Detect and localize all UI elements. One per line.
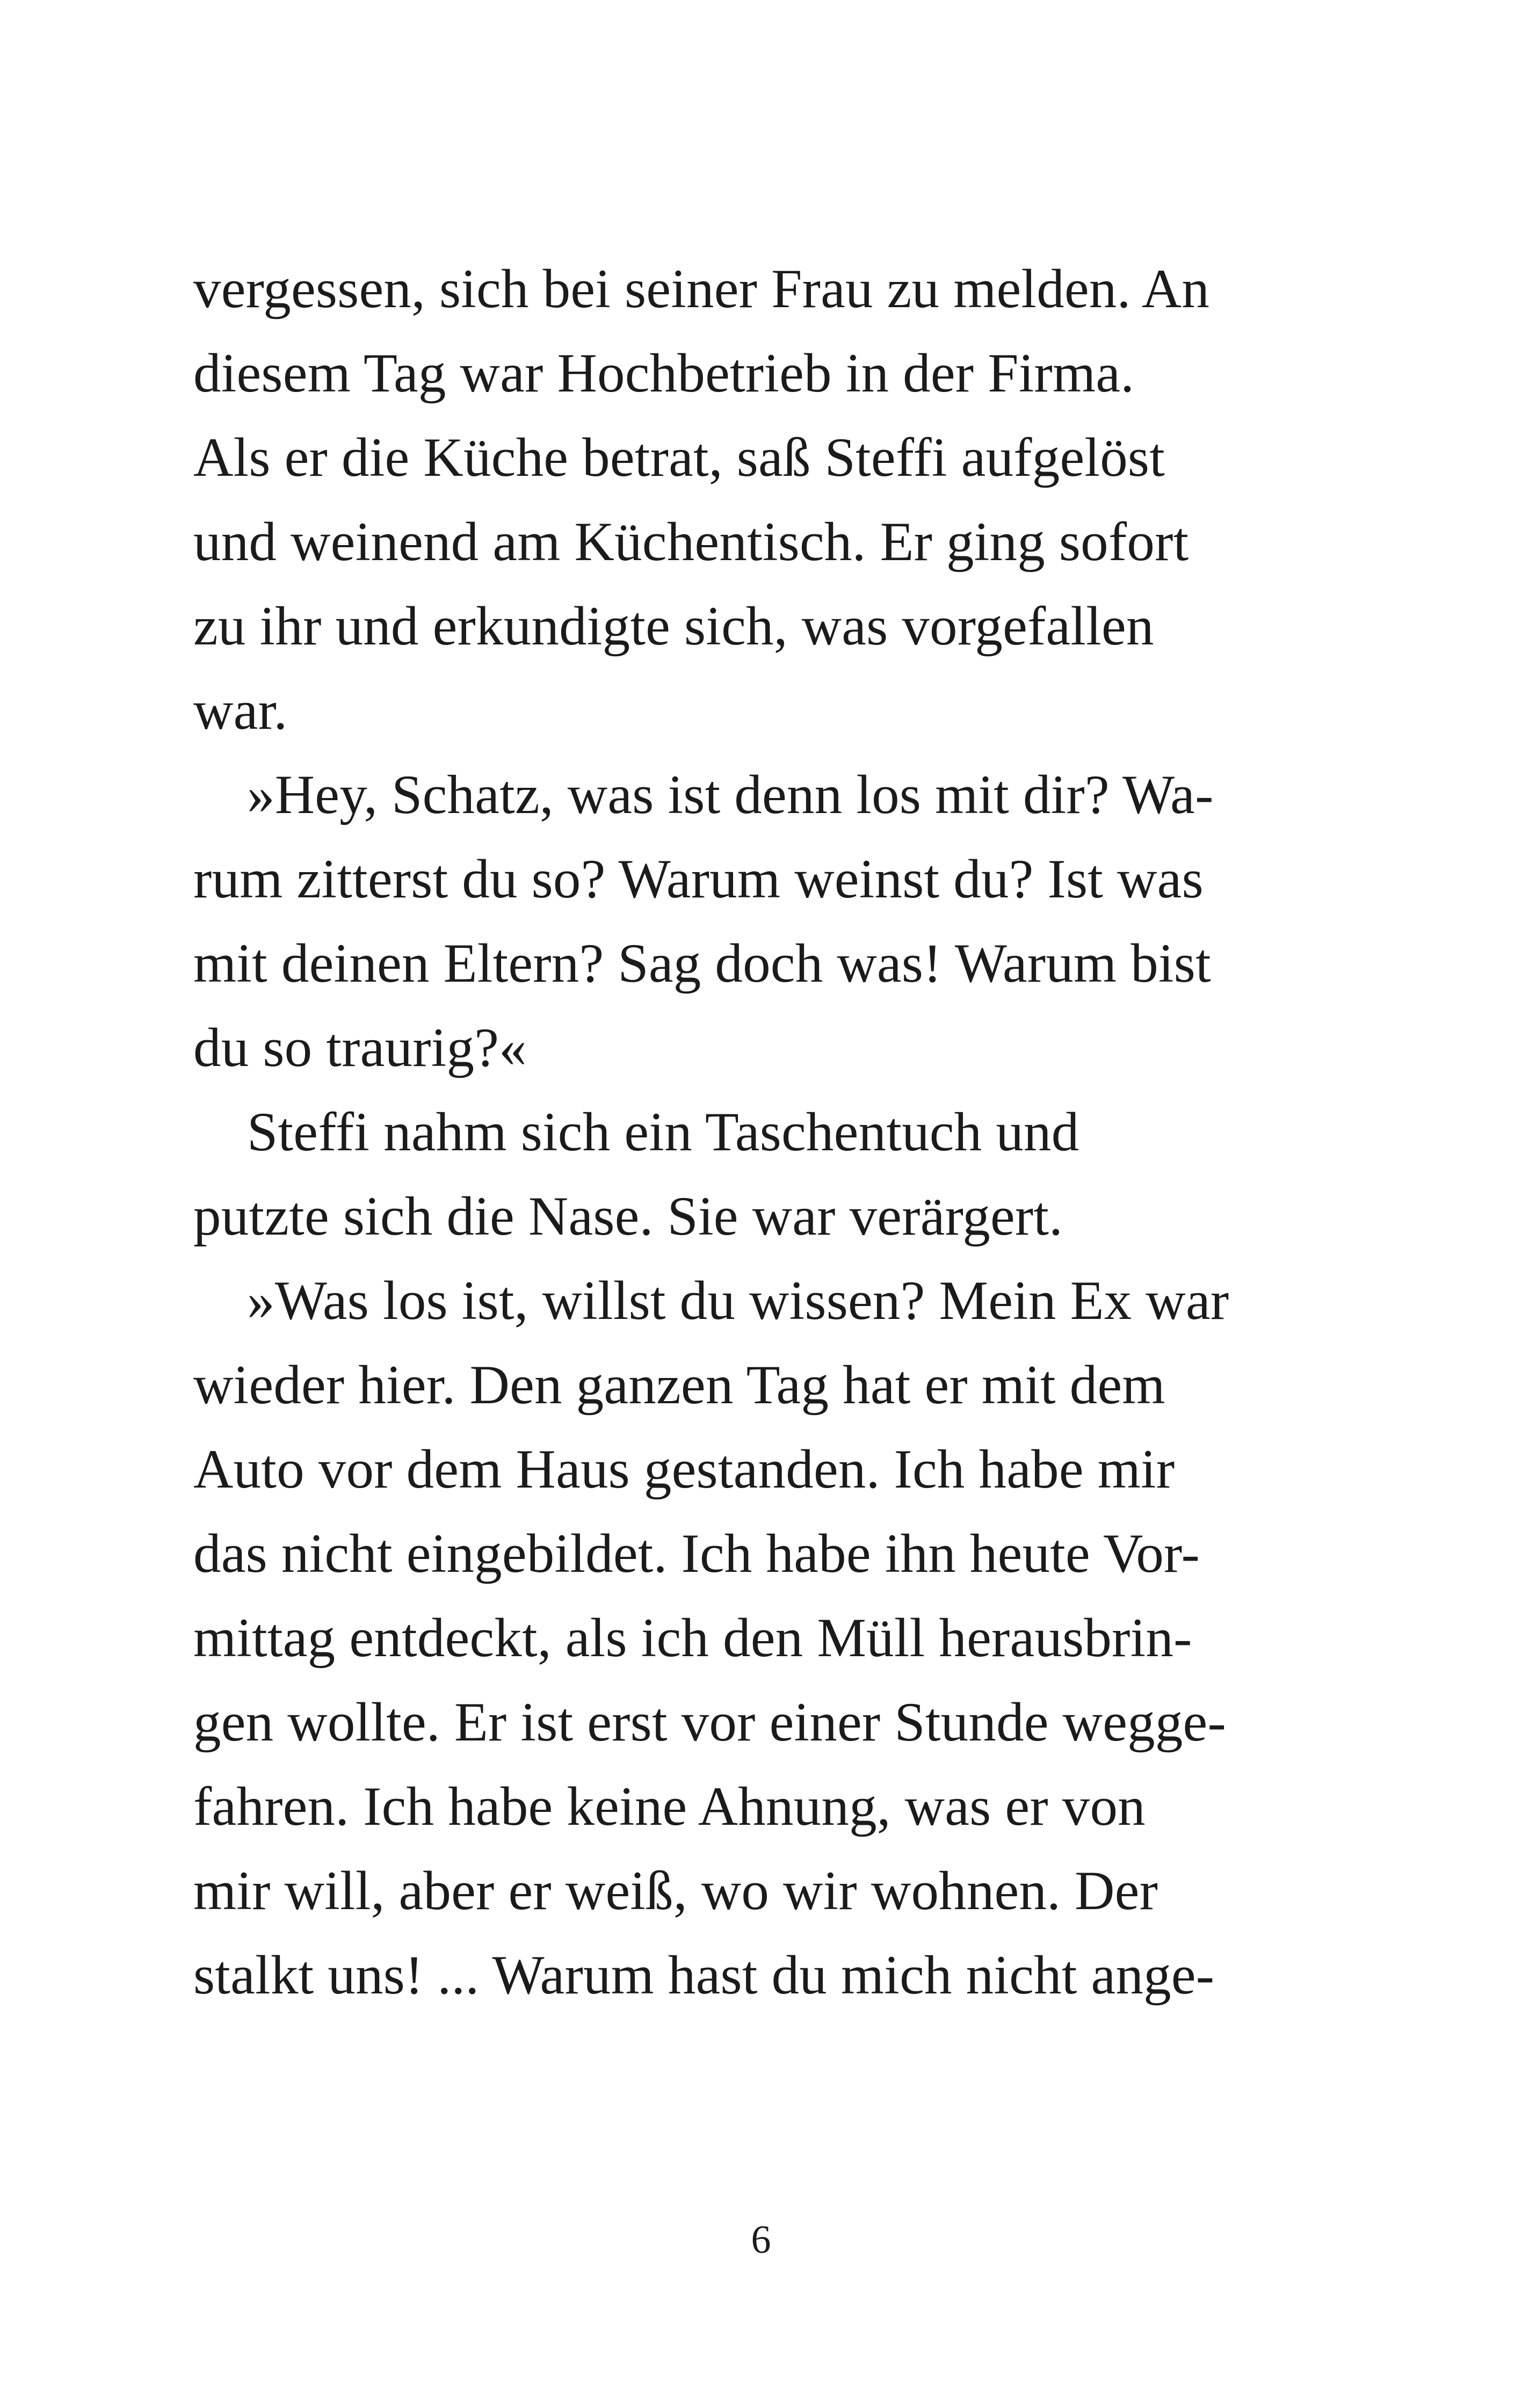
text-line: das nicht eingebildet. Ich habe ihn heute Vor-: [193, 1523, 1200, 1584]
text-line: Steffi nahm sich ein Taschentuch und: [247, 1101, 1079, 1163]
text-line: gen wollte. Er ist erst vor einer Stunde wegge-: [193, 1692, 1226, 1753]
page-number: 6: [751, 2218, 771, 2262]
text-line: »Hey, Schatz, was ist denn los mit dir? Wa-: [247, 764, 1214, 825]
body-text: [193, 247, 1300, 2018]
text-line: und weinend am Küchentisch. Er ging sofort: [193, 511, 1189, 572]
text-line: rum zitterst du so? Warum weinst du? Ist was: [193, 848, 1204, 910]
text-line: du so traurig?«: [193, 1017, 527, 1078]
text-line: putzte sich die Nase. Sie war verärgert.: [193, 1186, 1063, 1247]
text-line: mit deinen Eltern? Sag doch was! Warum bist: [193, 933, 1211, 994]
text-line: wieder hier. Den ganzen Tag hat er mit dem: [193, 1354, 1165, 1416]
text-line: Auto vor dem Haus gestanden. Ich habe mir: [193, 1439, 1175, 1500]
text-line: mir will, aber er weiß, wo wir wohnen. Der: [193, 1860, 1158, 1921]
text-line: stalkt uns! ... Warum hast du mich nicht ange-: [193, 1945, 1215, 2006]
text-line: vergessen, sich bei seiner Frau zu melden. An: [193, 258, 1210, 320]
text-line: »Was los ist, willst du wissen? Mein Ex war: [247, 1270, 1229, 1331]
text-line: war.: [193, 680, 288, 741]
text-line: diesem Tag war Hochbetrieb in der Firma.: [193, 343, 1135, 404]
text-line: zu ihr und erkundigte sich, was vorgefallen: [193, 596, 1154, 657]
text-line: mittag entdeckt, als ich den Müll herausbrin-: [193, 1607, 1192, 1669]
text-line: fahren. Ich habe keine Ahnung, was er von: [193, 1776, 1146, 1837]
text-line: Als er die Küche betrat, saß Steffi aufgelöst: [193, 427, 1165, 488]
